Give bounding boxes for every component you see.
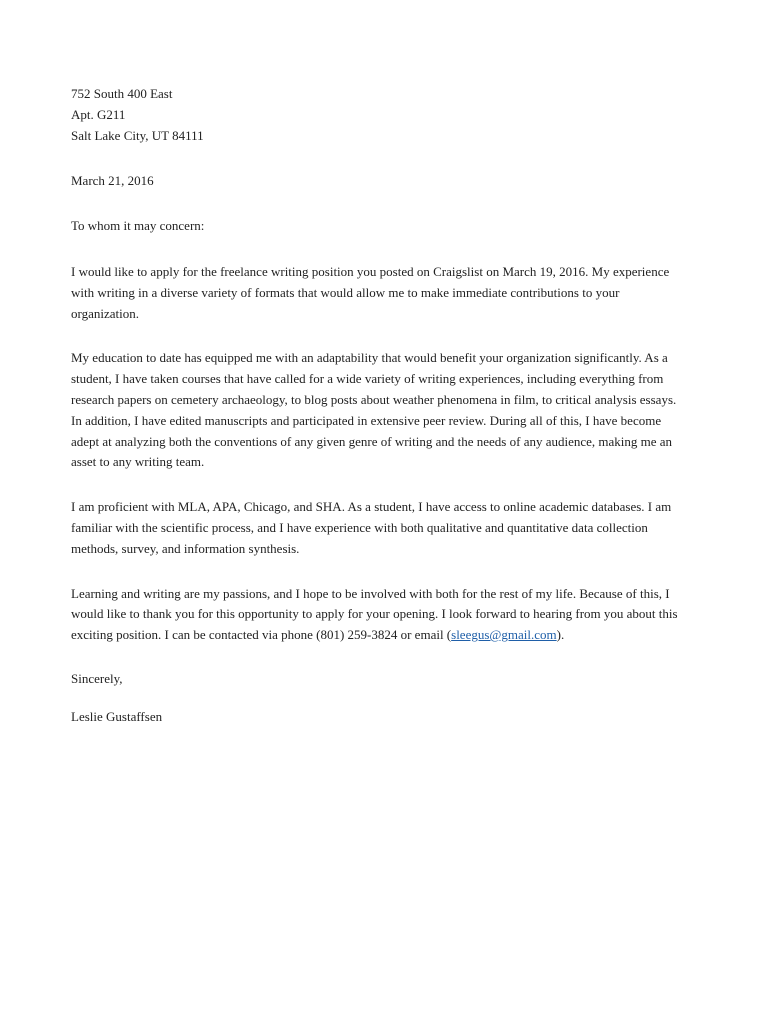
paragraph-line: I would like to apply for the freelance writing position you posted on Craigslist on March 19, 2016. My experience <box>71 263 670 279</box>
paragraph-line: would like to thank you for this opportunity to apply for your opening. I look forward to hearing from you about this <box>71 606 678 622</box>
paragraph-line: student, I have taken courses that have called for a wide variety of writing experiences, including everything from <box>71 371 664 387</box>
paragraph-skills <box>71 497 689 559</box>
address-street: 752 South 400 East <box>71 86 173 101</box>
paragraph-line-contact <box>71 625 689 646</box>
paragraph-line: methods, survey, and information synthesis. <box>71 540 300 556</box>
address-city: Salt Lake City, UT 84111 <box>71 127 204 143</box>
address-apartment: Apt. G211 <box>71 106 126 122</box>
paragraph-line: adept at analyzing both the conventions of any given genre of writing and the needs of any audience, making me an <box>71 433 673 449</box>
paragraph-closing-remarks <box>71 584 689 646</box>
contact-prefix: exciting position. I can be contacted via phone (801) 259-3824 or email ( <box>71 627 452 643</box>
letter-page <box>71 84 689 728</box>
paragraph-line: My education to date has equipped me with an adaptability that would benefit your organization significantly. As a <box>71 350 668 366</box>
date-text: March 21, 2016 <box>71 173 154 189</box>
paragraph-line: organization. <box>71 305 139 321</box>
contact-suffix: ). <box>556 627 565 643</box>
paragraph-line: Learning and writing are my passions, and I hope to be involved with both for the rest of my life. Because of this, I <box>71 585 670 601</box>
closing-text: Sincerely, <box>71 670 123 686</box>
paragraph-line: asset to any writing team. <box>71 454 205 470</box>
sender-address <box>71 84 689 146</box>
paragraph-education <box>71 348 689 473</box>
paragraph-line: In addition, I have edited manuscripts and participated in extensive peer review. During all of this, I have become <box>71 412 662 428</box>
closing <box>71 669 689 690</box>
paragraph-line: I am proficient with MLA, APA, Chicago, and SHA. As a student, I have access to online academic databases. I am <box>71 499 672 515</box>
email-link[interactable]: sleegus@gmail.com <box>451 627 557 643</box>
salutation <box>71 216 689 237</box>
signature-name: Leslie Gustaffsen <box>71 708 163 724</box>
salutation-text: To whom it may concern: <box>71 218 205 234</box>
signature <box>71 707 689 728</box>
paragraph-line: research papers on cemetery archaeology, to blog posts about weather phenomena in film, to critical analysis essays. <box>71 391 677 407</box>
letter-date <box>71 171 689 192</box>
paragraph-line: familiar with the scientific process, and I have experience with both qualitative and quantitative data collection <box>71 519 648 535</box>
paragraph-line: with writing in a diverse variety of formats that would allow me to make immediate contributions to your <box>71 284 620 300</box>
paragraph-intro <box>71 262 689 324</box>
